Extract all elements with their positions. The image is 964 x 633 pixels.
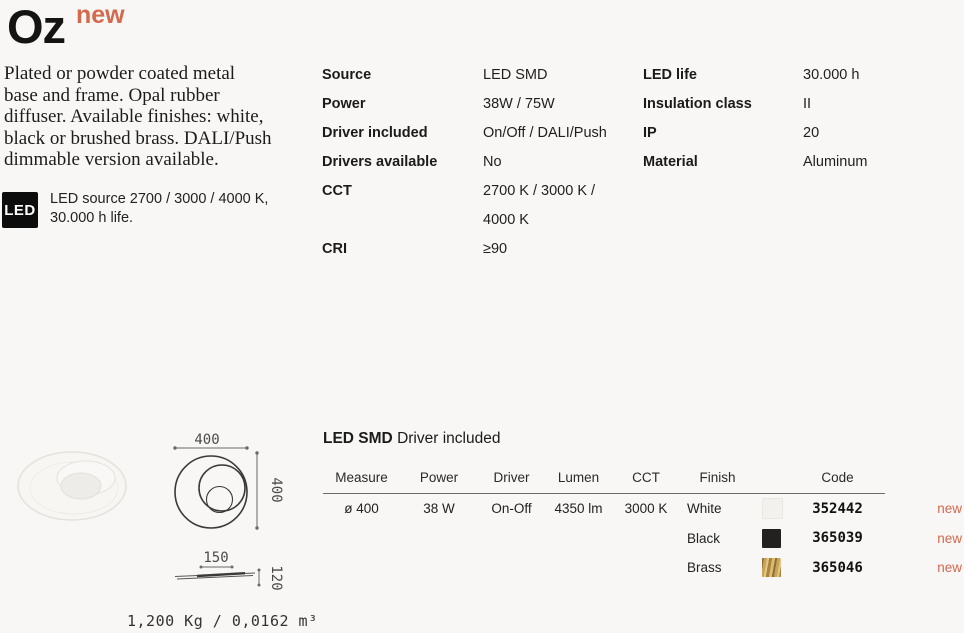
spec-value: LED SMD [483,67,548,83]
cell-finish: White [687,501,722,517]
spec-value: On/Off / DALI/Push [483,125,607,141]
spec-list-left [322,61,622,264]
spec-value: No [483,154,502,170]
product-description [4,63,314,171]
weight-volume-label: 1,200 Kg / 0,0162 m³ [127,612,318,630]
description-line: dimmable version available. [4,149,219,170]
spec-label: LED life [643,67,697,83]
spec-label: CCT [322,183,352,199]
description-line: black or brushed brass. DALI/Push [4,127,272,149]
spec-value: 2700 K / 3000 K / 4000 K [483,183,596,228]
page-title: Oz [7,0,66,53]
spec-label: Power [322,96,366,112]
new-label: new [937,530,962,546]
cell-finish: Black [687,530,721,546]
spec-label: Material [643,154,698,170]
description-line: base and frame. Opal rubber [4,84,220,106]
cell-measure: ø 400 [344,501,379,517]
led-source-note [50,190,300,228]
led-badge: LED [2,192,38,228]
col-header-cct: CCT [632,469,660,485]
cell-driver: On-Off [491,501,532,517]
spec-value: 38W / 75W [483,96,555,112]
dim-side-height-label: 400 [268,477,284,503]
new-badge: new [76,1,125,29]
spec-value: ≥90 [483,241,508,257]
table-header-row [323,463,964,491]
spec-value: Aluminum [803,154,868,170]
spec-label: Source [322,67,372,83]
spec-value: 20 [803,125,820,141]
table-row [323,553,964,583]
table-heading-bold: LED SMD [323,430,393,447]
table-row [323,494,964,524]
cell-power: 38 W [423,501,455,517]
spec-value: II [803,96,812,112]
finish-swatch-brass [762,558,781,577]
led-note-line: 30.000 h life. [50,210,134,226]
spec-label: Driver included [322,125,428,141]
cell-finish: Brass [687,560,722,576]
col-header-driver: Driver [493,469,530,485]
col-header-measure: Measure [335,469,388,485]
finish-swatch-white [762,498,783,519]
cell-code: 365039 [812,530,863,547]
spec-value: 30.000 h [803,67,860,83]
cell-code: 352442 [812,500,863,517]
col-header-lumen: Lumen [557,469,600,485]
spec-label: Drivers available [322,154,438,170]
table-row [323,524,964,554]
product-photo [8,438,138,533]
cell-cct: 3000 K [624,501,668,517]
cell-lumen: 4350 lm [554,501,603,517]
product-table [323,430,964,583]
col-header-power: Power [419,469,459,485]
table-heading [323,430,964,448]
spec-list-right [643,61,943,177]
cell-code: 365046 [812,559,863,576]
col-header-code: Code [821,469,854,485]
description-line: diffuser. Available finishes: white, [4,106,264,127]
new-label: new [937,560,962,576]
dim-top-width-label: 400 [194,432,220,448]
finish-swatch-black [762,529,781,548]
new-label: new [937,501,962,517]
spec-label: Insulation class [643,96,752,112]
table-heading-rest: Driver included [397,430,501,447]
dim-profile-height-label: 120 [268,565,284,591]
dim-profile-width-label: 150 [203,550,229,566]
col-header-finish: Finish [699,469,736,485]
spec-label: IP [643,125,657,141]
led-note-line: LED source 2700 / 3000 / 4000 K, [50,191,269,207]
spec-label: CRI [322,241,347,257]
technical-drawing [150,425,298,605]
description-line: Plated or powder coated metal [4,63,236,84]
